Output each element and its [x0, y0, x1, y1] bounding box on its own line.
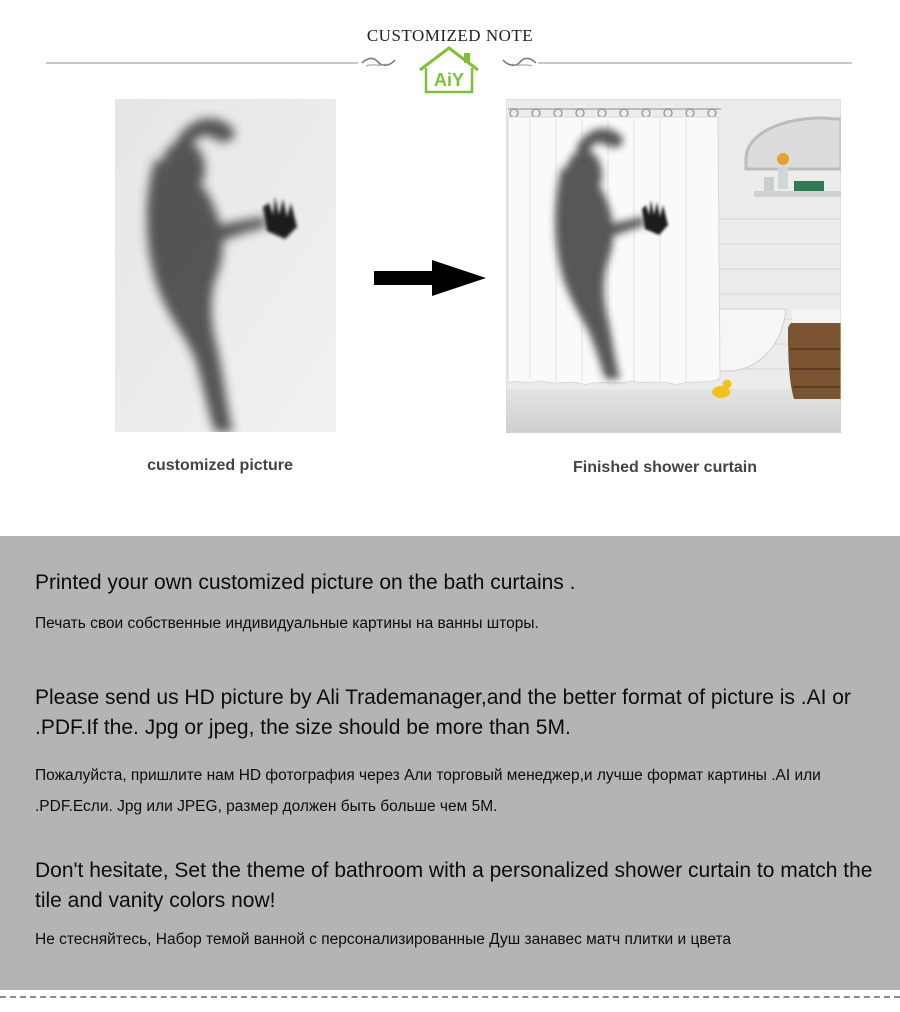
customized-picture-caption: customized picture — [147, 457, 293, 474]
info-line1-ru: Печать свои собственные индивидуальные картины на ванны шторы. — [35, 615, 539, 632]
header-rule-left — [46, 62, 358, 64]
customized-picture-image — [115, 99, 336, 432]
logo-text: AiY — [433, 70, 465, 90]
info-line2-ru: Пожалуйста, пришлите нам HD фотография через Али торговый менеджер,и лучше формат картины .AI или .PDF.Если. Jpg или JPEG, размер должен быть больше чем 5M. — [35, 767, 821, 815]
info-panel — [0, 536, 900, 990]
swirl-ornament-left-icon — [360, 54, 398, 70]
finished-shower-curtain-image — [506, 99, 841, 433]
right-arrow-icon — [372, 258, 488, 298]
info-line3-ru: Не стесняйтесь, Набор темой ванной с персонализированные Душ занавес матч плитки и цвета — [35, 931, 732, 948]
header-title: CUSTOMIZED NOTE — [366, 26, 534, 45]
finished-curtain-caption: Finished shower curtain — [572, 459, 758, 476]
header — [0, 0, 900, 100]
info-line2-en: Please send us HD picture by Ali Trademanager,and the better format of picture is .AI or .PDF.If the. Jpg or jpeg, the size should be more than 5M. — [35, 686, 851, 739]
bottom-dashed-divider — [0, 996, 900, 998]
swirl-ornament-right-icon — [500, 54, 538, 70]
info-line1-en: Printed your own customized picture on the bath curtains . — [35, 571, 576, 594]
aiy-logo-icon — [414, 44, 484, 98]
info-line3-en: Don't hesitate, Set the theme of bathroom with a personalized shower curtain to match the tile and vanity colors now! — [35, 859, 873, 912]
header-rule-right — [538, 62, 852, 64]
